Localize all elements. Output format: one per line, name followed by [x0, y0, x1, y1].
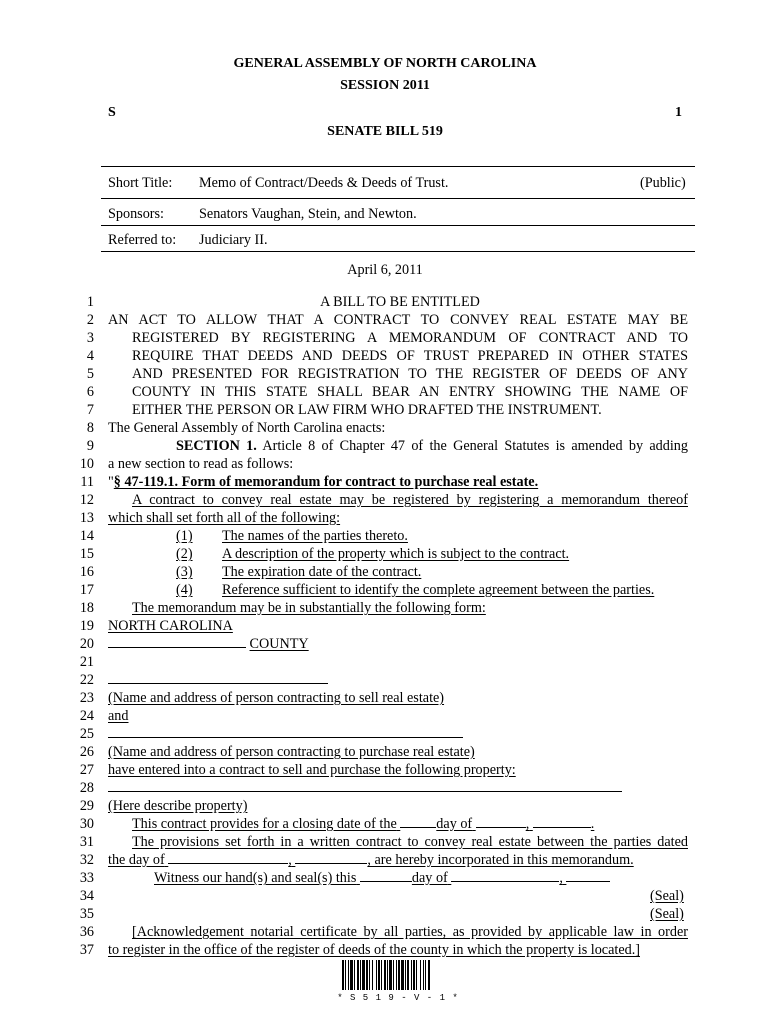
dated-year-blank — [295, 852, 367, 864]
sponsors: Senators Vaughan, Stein, and Newton. — [199, 206, 417, 222]
act-line-3: REGISTERED BY REGISTERING A MEMORANDUM OF CONTRACT AND TO — [132, 330, 688, 346]
bill-entitled: A BILL TO BE ENTITLED — [320, 294, 480, 310]
closing-period: . — [590, 816, 595, 832]
barcode — [342, 960, 454, 990]
act-line-4: REQUIRE THAT DEEDS AND DEEDS OF TRUST PREPARED IN OTHER STATES — [132, 348, 688, 364]
property-blank — [108, 780, 622, 792]
session-heading: SESSION 2011 — [340, 78, 430, 93]
line-number: 37 — [79, 942, 94, 958]
barcode-bar — [372, 960, 373, 990]
buyer-caption: (Name and address of person contracting to purchase real estate) — [108, 744, 475, 760]
rule-2 — [101, 225, 695, 226]
barcode-bar — [348, 960, 349, 990]
line-number: 21 — [79, 654, 94, 670]
line-number: 6 — [86, 384, 94, 400]
line-number: 22 — [79, 672, 94, 688]
acknowledgement-line: [Acknowledgement notarial certificate by all parties, as provided by applicable law in order — [132, 924, 688, 940]
line-number: 20 — [79, 636, 94, 652]
closing-year-blank — [533, 816, 591, 828]
property-blank-line — [108, 780, 622, 797]
item-1-num: (1) — [176, 528, 193, 544]
item-4-num: (4) — [176, 582, 193, 598]
barcode-bar — [428, 960, 430, 990]
property-caption: (Here describe property) — [108, 798, 248, 814]
barcode-bar — [360, 960, 361, 990]
line-number: 24 — [79, 708, 94, 724]
new-section-heading — [108, 474, 538, 491]
assembly-heading: GENERAL ASSEMBLY OF NORTH CAROLINA — [233, 56, 537, 71]
barcode-bar — [381, 960, 382, 990]
barcode-bar — [411, 960, 412, 990]
barcode-bar — [387, 960, 388, 990]
line-number: 7 — [86, 402, 94, 418]
barcode-caption: * S 5 1 9 - V - 1 * — [337, 993, 459, 1003]
line-number: 30 — [79, 816, 94, 832]
line-number: 25 — [79, 726, 94, 742]
line-number: 32 — [79, 852, 94, 868]
line-number: 9 — [86, 438, 94, 454]
edition-number: 1 — [675, 105, 682, 120]
form-intro: The memorandum may be in substantially the following form: — [132, 600, 486, 616]
closing-date-text: This contract provides for a closing date of the — [132, 816, 397, 832]
witness-line — [154, 870, 610, 887]
memo-intro: A contract to convey real estate may be registered by registering a memorandum thereof — [132, 492, 688, 508]
closing-comma: , — [525, 816, 530, 832]
item-4-text: Reference sufficient to identify the complete agreement between the parties. — [222, 582, 655, 598]
and-word: and — [108, 708, 129, 724]
witness-comma: , — [559, 870, 563, 886]
barcode-bar — [342, 960, 344, 990]
sponsors-label: Sponsors: — [108, 206, 164, 222]
dated-rest: , are hereby incorporated in this memorandum. — [367, 852, 634, 868]
line-number: 11 — [80, 474, 94, 490]
line-number: 13 — [79, 510, 94, 526]
line-number: 28 — [79, 780, 94, 796]
enacting-clause: The General Assembly of North Carolina enacts: — [108, 420, 386, 436]
line-number: 5 — [86, 366, 94, 382]
item-1-text: The names of the parties thereto. — [222, 528, 408, 544]
county-blank — [108, 636, 246, 648]
barcode-bar — [384, 960, 386, 990]
line-number: 31 — [79, 834, 94, 850]
barcode-bar — [423, 960, 424, 990]
barcode-bar — [398, 960, 400, 990]
dated-day-blank — [168, 852, 288, 864]
barcode-bar — [366, 960, 368, 990]
barcode-bar — [413, 960, 415, 990]
item-3-text: The expiration date of the contract. — [222, 564, 422, 580]
closing-dayof-text: day of — [436, 816, 473, 832]
bill-title: SENATE BILL 519 — [327, 124, 443, 139]
barcode-bar — [396, 960, 397, 990]
form-state: NORTH CAROLINA — [108, 618, 233, 634]
seal-2: (Seal) — [650, 906, 684, 922]
section-1-text: Article 8 of Chapter 47 of the General Statutes is amended by adding — [262, 438, 688, 454]
line-number: 33 — [79, 870, 94, 886]
chamber-code: S — [108, 105, 116, 120]
line-number: 23 — [79, 690, 94, 706]
form-county-line — [108, 636, 309, 653]
barcode-bar — [378, 960, 380, 990]
barcode-bar — [420, 960, 421, 990]
barcode-bar — [405, 960, 406, 990]
barcode-bar — [345, 960, 346, 990]
line-number: 12 — [79, 492, 94, 508]
barcode-bar — [407, 960, 409, 990]
line-number: 35 — [79, 906, 94, 922]
line-number: 3 — [86, 330, 94, 346]
line-number: 1 — [86, 294, 94, 310]
barcode-bar — [376, 960, 377, 990]
county-label: COUNTY — [249, 636, 309, 652]
barcode-bar — [389, 960, 392, 990]
line-number: 19 — [79, 618, 94, 634]
item-2-num: (2) — [176, 546, 193, 562]
short-title-label: Short Title: — [108, 175, 173, 191]
line-number: 14 — [79, 528, 94, 544]
barcode-bar — [393, 960, 394, 990]
line-number: 15 — [79, 546, 94, 562]
seller-blank — [108, 672, 328, 684]
line-number: 17 — [79, 582, 94, 598]
closing-date-line — [132, 816, 594, 833]
line-number: 26 — [79, 744, 94, 760]
witness-text: Witness our hand(s) and seal(s) this — [154, 870, 357, 886]
dated-dayof: the day of — [108, 852, 165, 868]
line-number: 8 — [86, 420, 94, 436]
rule-top — [101, 166, 695, 167]
dated-line — [108, 852, 634, 869]
section-1-label: SECTION 1. — [176, 438, 257, 454]
barcode-bar — [425, 960, 426, 990]
act-line-6: COUNTY IN THIS STATE SHALL BEAR AN ENTRY SHOWING THE NAME OF — [132, 384, 688, 400]
line-number: 18 — [79, 600, 94, 616]
line-number: 34 — [79, 888, 94, 904]
witness-day-blank — [360, 870, 412, 882]
line-number: 36 — [79, 924, 94, 940]
property-intro: have entered into a contract to sell and purchase the following property: — [108, 762, 516, 778]
barcode-bar — [401, 960, 404, 990]
line-number: 27 — [79, 762, 94, 778]
witness-month-blank — [451, 870, 559, 882]
line-number: 4 — [86, 348, 94, 364]
barcode-bar — [416, 960, 417, 990]
barcode-bar — [362, 960, 365, 990]
act-line-5: AND PRESENTED FOR REGISTRATION TO THE REGISTER OF DEEDS OF ANY — [132, 366, 688, 382]
acknowledgement-cont: to register in the office of the register of deeds of the county in which the property is located.] — [108, 942, 640, 958]
witness-year-blank — [566, 870, 610, 882]
new-section-title: § 47-119.1. Form of memorandum for contract to purchase real estate. — [113, 474, 539, 490]
closing-month-blank — [476, 816, 526, 828]
seal-1: (Seal) — [650, 888, 684, 904]
provisions-line: The provisions set forth in a written contract to convey real estate between the parties dated — [132, 834, 688, 850]
memo-intro-cont: which shall set forth all of the following: — [108, 510, 341, 526]
witness-dayof: day of — [411, 870, 448, 886]
section-1-line — [176, 438, 688, 455]
referred: Judiciary II. — [199, 232, 268, 248]
line-number: 2 — [86, 312, 94, 328]
line-number: 16 — [79, 564, 94, 580]
opening-quote: " — [108, 474, 114, 490]
closing-day-blank — [400, 816, 436, 828]
line-number: 10 — [79, 456, 94, 472]
seller-caption: (Name and address of person contracting to sell real estate) — [108, 690, 445, 706]
barcode-bar — [357, 960, 359, 990]
act-line-7: EITHER THE PERSON OR LAW FIRM WHO DRAFTED THE INSTRUMENT. — [132, 402, 602, 418]
buyer-blank-line — [108, 726, 463, 743]
section-1-continuation: a new section to read as follows: — [108, 456, 294, 472]
dated-comma: , — [288, 852, 292, 868]
rule-3 — [101, 251, 695, 252]
item-2-text: A description of the property which is subject to the contract. — [222, 546, 570, 562]
barcode-bar — [354, 960, 355, 990]
buyer-blank — [108, 726, 463, 738]
short-title: Memo of Contract/Deeds & Deeds of Trust. — [199, 175, 449, 191]
public-label: (Public) — [640, 175, 686, 191]
barcode-bar — [350, 960, 353, 990]
line-number: 29 — [79, 798, 94, 814]
bill-date: April 6, 2011 — [347, 262, 423, 278]
rule-1 — [101, 198, 695, 199]
referred-label: Referred to: — [108, 232, 177, 248]
barcode-bar — [369, 960, 370, 990]
item-3-num: (3) — [176, 564, 193, 580]
act-line-2: AN ACT TO ALLOW THAT A CONTRACT TO CONVEY REAL ESTATE MAY BE — [108, 312, 688, 328]
seller-blank-line — [108, 672, 328, 689]
